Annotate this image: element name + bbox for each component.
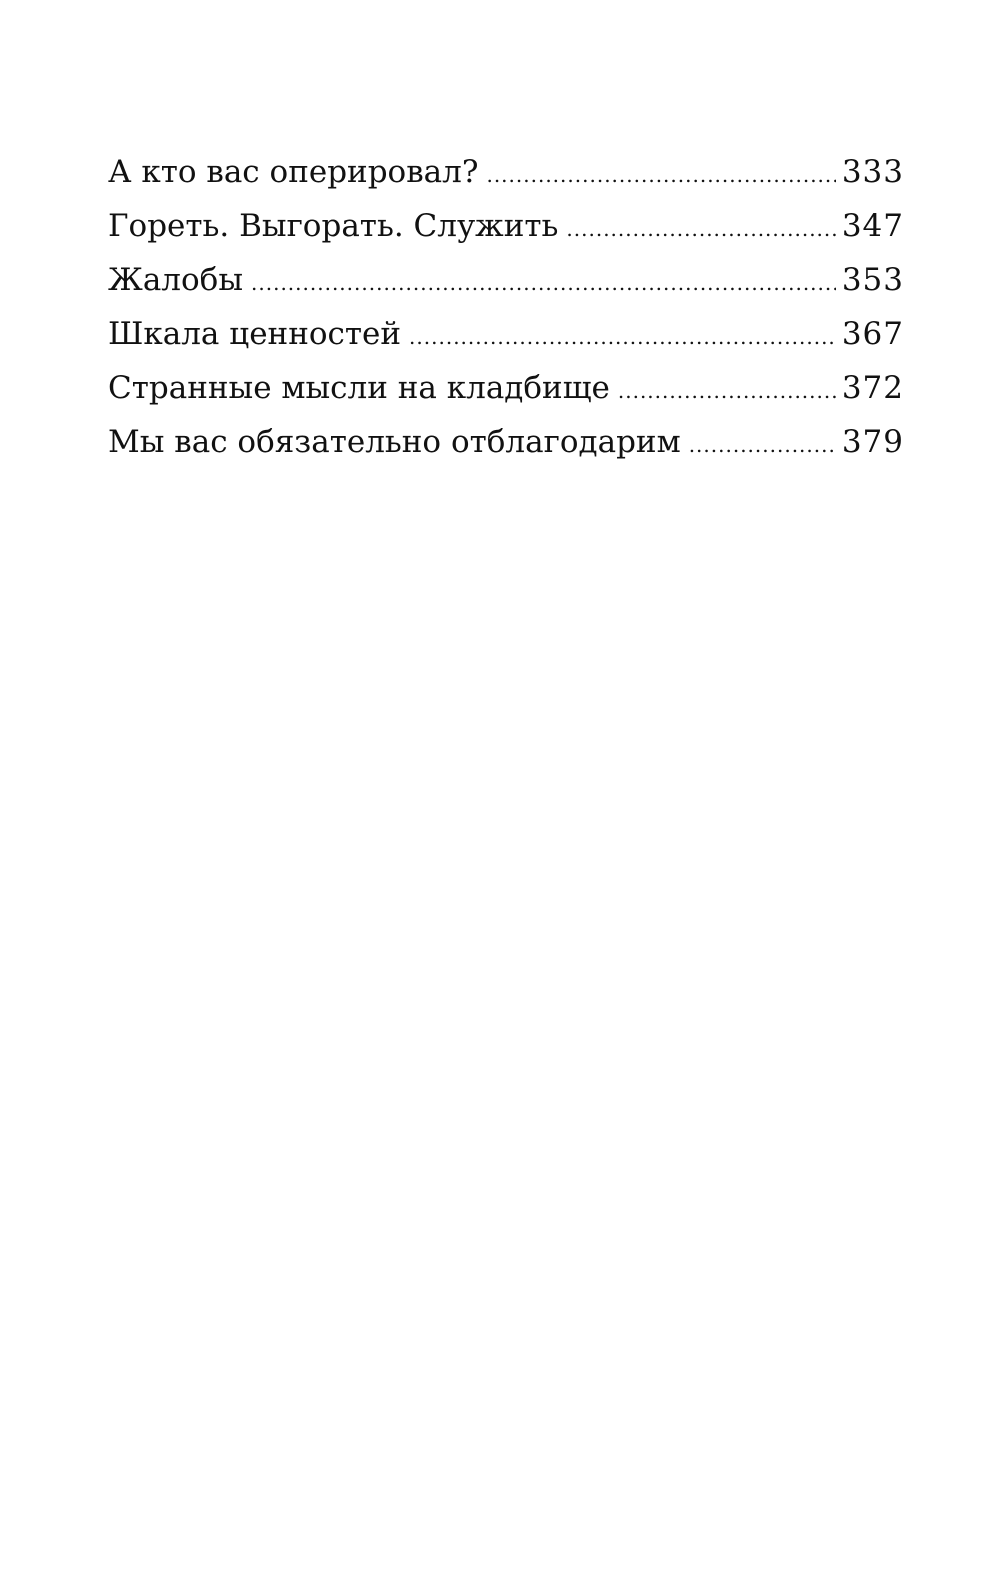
- toc-dot-leader: [566, 202, 835, 256]
- toc-entry[interactable]: [108, 415, 904, 469]
- table-of-contents: [108, 145, 904, 469]
- toc-entry[interactable]: [108, 145, 904, 199]
- toc-entry-page: 379: [841, 424, 904, 460]
- toc-entry[interactable]: [108, 253, 904, 307]
- toc-entry-title: Жалобы: [108, 262, 244, 298]
- toc-entry[interactable]: [108, 361, 904, 415]
- toc-entry-title: Шкала ценностей: [108, 316, 402, 352]
- toc-entry[interactable]: [108, 307, 904, 361]
- toc-entry-page: 333: [841, 154, 904, 190]
- toc-entry-title: Странные мысли на кладбище: [108, 370, 610, 406]
- toc-dot-leader: [618, 364, 836, 418]
- toc-dot-leader: [409, 310, 836, 364]
- toc-entry-title: Мы вас обязательно отблагодарим: [108, 424, 681, 460]
- toc-entry-title: А кто вас оперировал?: [108, 154, 479, 190]
- toc-entry-title: Гореть. Выгорать. Служить: [108, 208, 559, 244]
- toc-entry-page: 367: [841, 316, 904, 352]
- toc-dot-leader: [689, 418, 836, 472]
- toc-entry-page: 372: [841, 370, 904, 406]
- toc-entry-page: 347: [841, 208, 904, 244]
- toc-dot-leader: [486, 148, 835, 202]
- toc-entry-page: 353: [841, 262, 904, 298]
- toc-entry[interactable]: [108, 199, 904, 253]
- toc-dot-leader: [251, 256, 836, 310]
